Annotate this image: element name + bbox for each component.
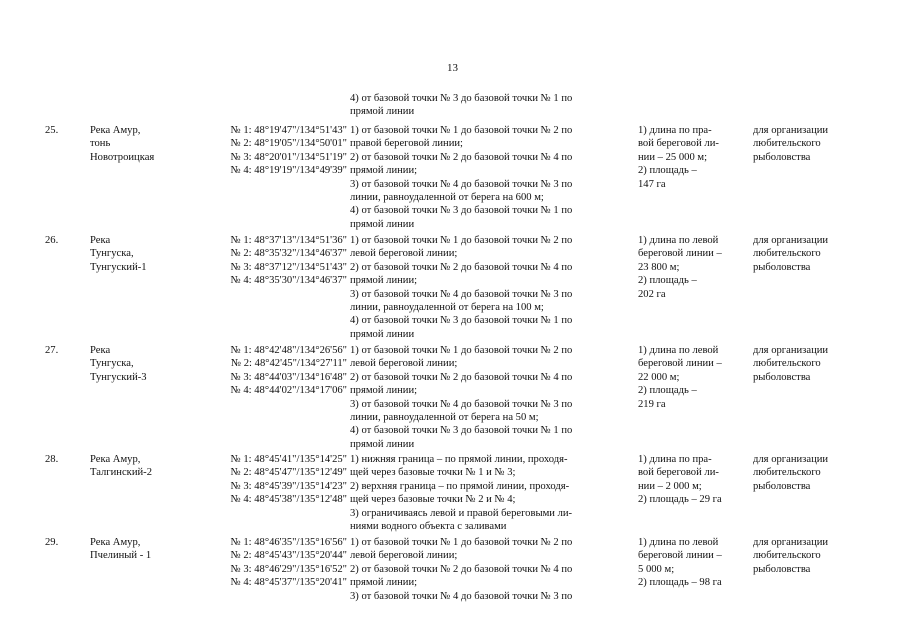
purpose-line: для организации: [753, 125, 829, 136]
area-info-line: нии – 2 000 м;: [638, 480, 702, 492]
boundary-description-line: 4) от базовой точки № 3 до базовой точки № 1 по: [350, 205, 573, 217]
base-points-line: № 1: 48°19'47"/134°51'43": [230, 125, 347, 136]
boundary-description: [350, 124, 630, 231]
purpose: [753, 124, 863, 164]
area-info: [638, 536, 748, 590]
boundary-description-line: 1) от базовой точки № 1 до базовой точки № 2 по: [350, 235, 573, 246]
base-points: [182, 234, 347, 288]
boundary-description: [350, 453, 630, 533]
page-number: 13: [447, 62, 458, 74]
row-number: 28.: [45, 454, 59, 465]
water-object-name-line: Река Амур,: [90, 454, 141, 465]
purpose: [753, 344, 863, 384]
boundary-description-line: 4) от базовой точки № 3 до базовой точки № 1 по: [350, 315, 573, 327]
area-info-line: 2) площадь –: [638, 165, 697, 177]
boundary-description-line: прямой линии;: [350, 165, 418, 177]
water-object-name-line: Река Амур,: [90, 537, 141, 548]
boundary-description-line: 3) от базовой точки № 4 до базовой точки № 3 по: [350, 398, 573, 410]
boundary-description-line: левой береговой линии;: [350, 358, 458, 370]
boundary-description-line: прямой линии;: [350, 385, 418, 397]
boundary-description-line: 3) от базовой точки № 4 до базовой точки № 3 по: [350, 288, 573, 300]
boundary-description-line: 4) от базовой точки № 3 до базовой точки № 1 по: [350, 425, 573, 437]
water-object-name-line: Талгинский-2: [90, 467, 152, 479]
boundary-description-line: прямой линии;: [350, 577, 418, 589]
base-points-line: № 3: 48°20'01"/134°51'19": [230, 151, 347, 163]
purpose-line: рыболовства: [753, 371, 811, 383]
base-points-line: № 3: 48°37'12"/134°51'43": [230, 261, 347, 273]
boundary-description-line: 3) от базовой точки № 4 до базовой точки № 3 по: [350, 590, 573, 602]
boundary-description-line: прямой линии;: [350, 275, 418, 287]
base-points-line: № 1: 48°46'35"/135°16'56": [230, 537, 347, 548]
area-info-line: 1) длина по пра-: [638, 125, 712, 136]
row-number: 25.: [45, 125, 59, 136]
water-object-name-line: Река Амур,: [90, 125, 141, 136]
boundary-description: [350, 344, 630, 451]
purpose-line: рыболовства: [753, 563, 811, 575]
row-number: 27.: [45, 345, 59, 356]
water-object-name: [90, 344, 180, 384]
area-info-line: 1) длина по левой: [638, 537, 719, 548]
water-object-name-line: Тунгуский-3: [90, 371, 147, 383]
boundary-description-line: 1) от базовой точки № 1 до базовой точки № 2 по: [350, 125, 573, 136]
purpose: [753, 453, 863, 493]
water-object-name-line: Тунгуска,: [90, 358, 134, 370]
boundary-description: [350, 536, 630, 603]
boundary-description-line: 1) от базовой точки № 1 до базовой точки № 2 по: [350, 537, 573, 548]
boundary-description: [350, 234, 630, 341]
boundary-description-line: левой береговой линии;: [350, 248, 458, 260]
water-object-name-line: Пчелиный - 1: [90, 550, 152, 562]
water-object-name-line: Новотроицкая: [90, 151, 155, 163]
purpose-line: любительского: [753, 138, 821, 150]
area-info-line: береговой линии –: [638, 550, 722, 562]
boundary-description-line: 2) от базовой точки № 2 до базовой точки № 4 по: [350, 151, 573, 163]
area-info-line: вой береговой ли-: [638, 138, 719, 150]
base-points-line: № 4: 48°44'02"/134°17'06": [230, 385, 347, 397]
base-points-line: № 2: 48°19'05"/134°50'01": [230, 138, 347, 150]
area-info: [638, 124, 748, 191]
purpose-line: для организации: [753, 345, 829, 356]
boundary-description-line: правой береговой линии;: [350, 138, 463, 150]
area-info-line: 202 га: [638, 288, 666, 300]
boundary-description-line: 2) верхняя граница – по прямой линии, проходя-: [350, 480, 570, 492]
base-points-line: № 4: 48°45'38"/135°12'48": [230, 494, 347, 506]
boundary-description-line: 2) от базовой точки № 2 до базовой точки № 4 по: [350, 371, 573, 383]
water-object-name-line: Река: [90, 345, 111, 356]
water-object-name: [90, 234, 180, 274]
boundary-description-line: 2) от базовой точки № 2 до базовой точки № 4 по: [350, 563, 573, 575]
area-info-line: вой береговой ли-: [638, 467, 719, 479]
base-points-line: № 2: 48°45'47"/135°12'49": [230, 467, 347, 479]
base-points-line: № 2: 48°35'32"/134°46'37": [230, 248, 347, 260]
purpose-line: для организации: [753, 537, 829, 548]
base-points-line: № 4: 48°45'37"/135°20'41": [230, 577, 347, 589]
area-info-line: 2) площадь – 98 га: [638, 577, 722, 589]
purpose-line: рыболовства: [753, 151, 811, 163]
area-info-line: нии – 25 000 м;: [638, 151, 708, 163]
boundary-description-line: щей через базовые точки № 2 и № 4;: [350, 494, 516, 506]
base-points-line: № 3: 48°45'39"/135°14'23": [230, 480, 347, 492]
base-points-line: № 4: 48°35'30"/134°46'37": [230, 275, 347, 287]
row-number: 26.: [45, 235, 59, 246]
area-info: [638, 453, 748, 507]
area-info-line: 1) длина по пра-: [638, 454, 712, 465]
water-object-name-line: Тунгуский-1: [90, 261, 147, 273]
base-points-line: № 1: 48°37'13"/134°51'36": [230, 235, 347, 246]
area-info-line: 147 га: [638, 178, 666, 190]
area-info-line: 1) длина по левой: [638, 345, 719, 356]
boundary-description-line: прямой линии: [350, 218, 415, 230]
boundary-description-line: прямой линии: [350, 328, 415, 340]
boundary-description-line: 2) от базовой точки № 2 до базовой точки № 4 по: [350, 261, 573, 273]
purpose-line: любительского: [753, 248, 821, 260]
boundary-description-line: прямой линии: [350, 438, 415, 450]
boundary-description-line: 1) нижняя граница – по прямой линии, проходя-: [350, 454, 568, 465]
area-info: [638, 234, 748, 301]
base-points-line: № 2: 48°42'45"/134°27'11": [231, 358, 347, 370]
area-info: [638, 344, 748, 411]
base-points-line: № 1: 48°42'48"/134°26'56": [230, 345, 347, 356]
area-info-line: береговой линии –: [638, 248, 722, 260]
purpose-line: рыболовства: [753, 261, 811, 273]
desc-line: 4) от базовой точки № 3 до базовой точки № 1 по: [350, 93, 573, 104]
base-points-line: № 4: 48°19'19"/134°49'39": [230, 165, 347, 177]
area-info-line: 1) длина по левой: [638, 235, 719, 246]
water-object-name: [90, 453, 180, 480]
base-points: [182, 453, 347, 507]
area-info-line: 219 га: [638, 398, 666, 410]
boundary-description-line: 3) ограничиваясь левой и правой береговыми ли-: [350, 507, 573, 519]
row-number: 29.: [45, 537, 59, 548]
water-object-name: [90, 124, 180, 164]
area-info-line: 2) площадь –: [638, 385, 697, 397]
purpose-line: рыболовства: [753, 480, 811, 492]
purpose: [753, 536, 863, 576]
purpose-line: любительского: [753, 550, 821, 562]
purpose-line: любительского: [753, 467, 821, 479]
area-info-line: 2) площадь –: [638, 275, 697, 287]
purpose: [753, 234, 863, 274]
boundary-description-line: левой береговой линии;: [350, 550, 458, 562]
boundary-description-line: 1) от базовой точки № 1 до базовой точки № 2 по: [350, 345, 573, 356]
base-points: [182, 536, 347, 590]
area-info-line: 2) площадь – 29 га: [638, 494, 722, 506]
boundary-description-line: ниями водного объекта с заливами: [350, 521, 507, 533]
water-object-name-line: Тунгуска,: [90, 248, 134, 260]
water-object-name-line: Река: [90, 235, 111, 246]
base-points-line: № 1: 48°45'41"/135°14'25": [230, 454, 347, 465]
base-points-line: № 2: 48°45'43"/135°20'44": [230, 550, 347, 562]
base-points-line: № 3: 48°46'29"/135°16'52": [230, 563, 347, 575]
area-info-line: 5 000 м;: [638, 563, 675, 575]
purpose-line: для организации: [753, 235, 829, 246]
boundary-description-line: линии, равноудаленной от берега на 50 м;: [350, 412, 539, 424]
area-info-line: 22 000 м;: [638, 371, 680, 383]
boundary-description-line: линии, равноудаленной от берега на 100 м;: [350, 302, 544, 314]
base-points-line: № 3: 48°44'03"/134°16'48": [230, 371, 347, 383]
purpose-line: любительского: [753, 358, 821, 370]
purpose-line: для организации: [753, 454, 829, 465]
water-object-name: [90, 536, 180, 563]
area-info-line: 23 800 м;: [638, 261, 680, 273]
boundary-description-line: линии, равноудаленной от берега на 600 м;: [350, 192, 544, 204]
desc-line: прямой линии: [350, 106, 415, 118]
water-object-name-line: тонь: [90, 138, 111, 150]
boundary-description-line: щей через базовые точки № 1 и № 3;: [350, 467, 516, 479]
boundary-description-line: 3) от базовой точки № 4 до базовой точки № 3 по: [350, 178, 573, 190]
area-info-line: береговой линии –: [638, 358, 722, 370]
base-points: [182, 344, 347, 398]
base-points: [182, 124, 347, 178]
continued-description: [350, 92, 630, 119]
